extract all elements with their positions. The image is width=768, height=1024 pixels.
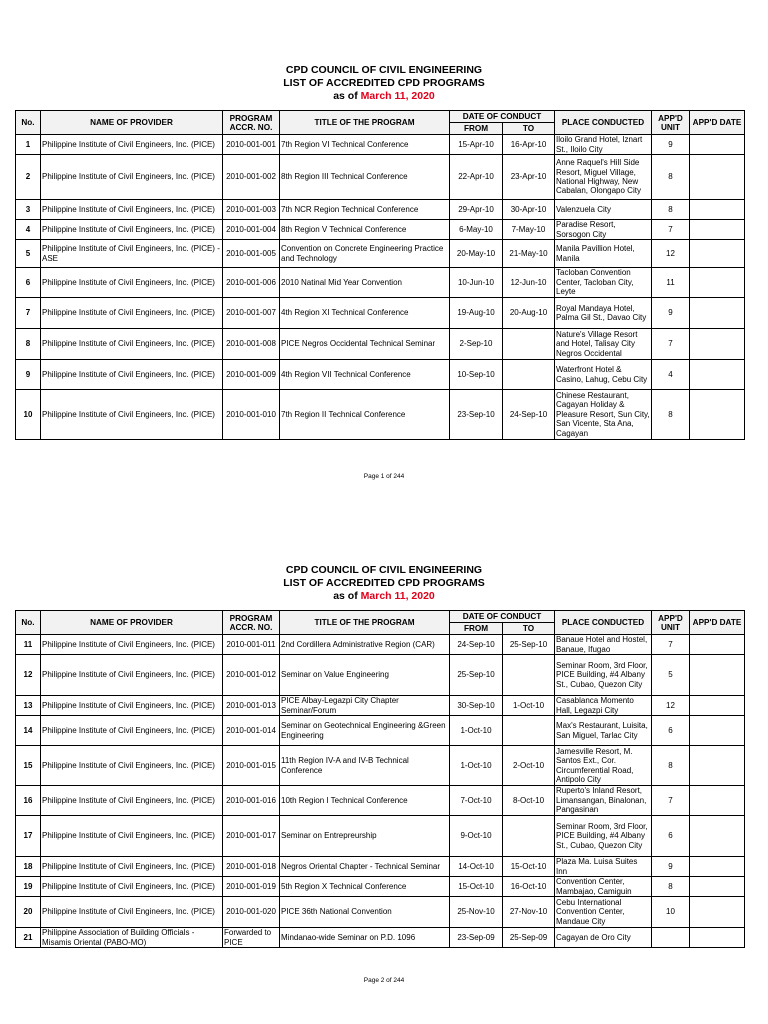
date-to-cell: 12-Jun-10 bbox=[503, 268, 555, 298]
date-to-cell bbox=[503, 716, 555, 746]
row-no: 10 bbox=[16, 390, 41, 440]
title-cell: PICE 36th National Convention bbox=[280, 897, 450, 928]
date-from-cell: 10-Jun-10 bbox=[450, 268, 503, 298]
app-date-cell bbox=[690, 897, 745, 928]
place-cell: Casablanca Momento Hall, Legazpi City bbox=[555, 696, 652, 716]
unit-cell: 10 bbox=[652, 897, 690, 928]
date-from-cell: 1-Oct-10 bbox=[450, 746, 503, 786]
date-to-cell: 24-Sep-10 bbox=[503, 390, 555, 440]
table-header bbox=[16, 111, 745, 135]
date-to-cell: 8-Oct-10 bbox=[503, 786, 555, 816]
place-cell: Convention Center, Mambajao, Camiguin bbox=[555, 877, 652, 897]
unit-cell: 9 bbox=[652, 298, 690, 329]
date-from-cell: 23-Sep-09 bbox=[450, 928, 503, 948]
accr-no-cell: 2010-001-015 bbox=[223, 746, 280, 786]
table-header bbox=[16, 611, 745, 635]
row-no: 5 bbox=[16, 240, 41, 268]
unit-cell: 8 bbox=[652, 390, 690, 440]
app-date-cell bbox=[690, 200, 745, 220]
provider-cell: Philippine Institute of Civil Engineers, Inc. (PICE) bbox=[41, 655, 223, 696]
table-row bbox=[16, 298, 745, 329]
place-cell: Tacloban Convention Center, Tacloban City, Leyte bbox=[555, 268, 652, 298]
unit-cell: 6 bbox=[652, 816, 690, 857]
provider-cell: Philippine Institute of Civil Engineers, Inc. (PICE) bbox=[41, 786, 223, 816]
provider-cell: Philippine Institute of Civil Engineers, Inc. (PICE) bbox=[41, 135, 223, 155]
unit-cell: 12 bbox=[652, 240, 690, 268]
table-row bbox=[16, 786, 745, 816]
date-from-cell: 19-Aug-10 bbox=[450, 298, 503, 329]
title-cell: PICE Negros Occidental Technical Seminar bbox=[280, 329, 450, 360]
row-no: 8 bbox=[16, 329, 41, 360]
accr-no-cell: 2010-001-018 bbox=[223, 857, 280, 877]
provider-cell: Philippine Institute of Civil Engineers, Inc. (PICE) bbox=[41, 329, 223, 360]
table-row bbox=[16, 135, 745, 155]
row-no: 14 bbox=[16, 716, 41, 746]
place-cell: Max's Restaurant, Luisita, San Miguel, Tarlac City bbox=[555, 716, 652, 746]
date-to-cell: 25-Sep-10 bbox=[503, 635, 555, 655]
provider-cell: Philippine Institute of Civil Engineers, Inc. (PICE) bbox=[41, 816, 223, 857]
date-to-cell: 21-May-10 bbox=[503, 240, 555, 268]
place-cell: Cebu International Convention Center, Mandaue City bbox=[555, 897, 652, 928]
row-no: 1 bbox=[16, 135, 41, 155]
col-header-unit: APP'D UNIT bbox=[652, 111, 690, 135]
accr-no-cell: 2010-001-010 bbox=[223, 390, 280, 440]
app-date-cell bbox=[690, 877, 745, 897]
date-to-cell: 16-Apr-10 bbox=[503, 135, 555, 155]
date-from-cell: 20-May-10 bbox=[450, 240, 503, 268]
table-row bbox=[16, 857, 745, 877]
provider-cell: Philippine Institute of Civil Engineers, Inc. (PICE) bbox=[41, 877, 223, 897]
col-header-from: FROM bbox=[450, 623, 503, 635]
header-line-1: CPD COUNCIL OF CIVIL ENGINEERING bbox=[285, 564, 483, 576]
title-cell: 8th Region V Technical Conference bbox=[280, 220, 450, 240]
unit-cell: 5 bbox=[652, 655, 690, 696]
place-cell: Nature's Village Resort and Hotel, Talisay City Negros Occidental bbox=[555, 329, 652, 360]
date-to-cell: 2-Oct-10 bbox=[503, 746, 555, 786]
table-row bbox=[16, 746, 745, 786]
table-row bbox=[16, 360, 745, 390]
date-from-cell: 15-Oct-10 bbox=[450, 877, 503, 897]
row-no: 2 bbox=[16, 155, 41, 200]
unit-cell: 9 bbox=[652, 857, 690, 877]
place-cell: Paradise Resort, Sorsogon City bbox=[555, 220, 652, 240]
app-date-cell bbox=[690, 135, 745, 155]
date-to-cell: 27-Nov-10 bbox=[503, 897, 555, 928]
title-cell: Negros Oriental Chapter - Technical Seminar bbox=[280, 857, 450, 877]
title-cell: Seminar on Entrepreurship bbox=[280, 816, 450, 857]
date-from-cell: 24-Sep-10 bbox=[450, 635, 503, 655]
unit-cell: 8 bbox=[652, 877, 690, 897]
app-date-cell bbox=[690, 240, 745, 268]
accr-no-cell: 2010-001-014 bbox=[223, 716, 280, 746]
unit-cell: 8 bbox=[652, 155, 690, 200]
unit-cell bbox=[652, 928, 690, 948]
accr-no-cell: 2010-001-016 bbox=[223, 786, 280, 816]
col-header-accr-no: PROGRAM ACCR. NO. bbox=[223, 111, 280, 135]
date-from-cell: 9-Oct-10 bbox=[450, 816, 503, 857]
table-row bbox=[16, 200, 745, 220]
table-row bbox=[16, 877, 745, 897]
date-from-cell: 10-Sep-10 bbox=[450, 360, 503, 390]
table-body bbox=[16, 635, 745, 948]
date-from-cell: 23-Sep-10 bbox=[450, 390, 503, 440]
table-row bbox=[16, 816, 745, 857]
date-from-cell: 15-Apr-10 bbox=[450, 135, 503, 155]
unit-cell: 11 bbox=[652, 268, 690, 298]
provider-cell: Philippine Institute of Civil Engineers, Inc. (PICE) bbox=[41, 155, 223, 200]
col-header-provider: NAME OF PROVIDER bbox=[41, 611, 223, 635]
col-header-place: PLACE CONDUCTED bbox=[555, 111, 652, 135]
date-from-cell: 6-May-10 bbox=[450, 220, 503, 240]
col-header-no: No. bbox=[16, 111, 41, 135]
title-cell: 4th Region VII Technical Conference bbox=[280, 360, 450, 390]
app-date-cell bbox=[690, 928, 745, 948]
place-cell: Valenzuela City bbox=[555, 200, 652, 220]
col-header-app-date: APP'D DATE bbox=[690, 111, 745, 135]
document-header bbox=[0, 64, 768, 103]
table-row bbox=[16, 155, 745, 200]
date-to-cell bbox=[503, 655, 555, 696]
date-from-cell: 25-Nov-10 bbox=[450, 897, 503, 928]
provider-cell: Philippine Institute of Civil Engineers, Inc. (PICE) bbox=[41, 635, 223, 655]
col-header-app-date: APP'D DATE bbox=[690, 611, 745, 635]
provider-cell: Philippine Institute of Civil Engineers, Inc. (PICE) bbox=[41, 298, 223, 329]
app-date-cell bbox=[690, 329, 745, 360]
col-header-to: TO bbox=[503, 123, 555, 135]
title-cell: 11th Region IV-A and IV-B Technical Conference bbox=[280, 746, 450, 786]
accr-no-cell: 2010-001-001 bbox=[223, 135, 280, 155]
accr-no-cell: 2010-001-005 bbox=[223, 240, 280, 268]
app-date-cell bbox=[690, 635, 745, 655]
col-header-place: PLACE CONDUCTED bbox=[555, 611, 652, 635]
accr-no-cell: Forwarded to PICE bbox=[223, 928, 280, 948]
row-no: 7 bbox=[16, 298, 41, 329]
col-header-title: TITLE OF THE PROGRAM bbox=[280, 611, 450, 635]
unit-cell: 12 bbox=[652, 696, 690, 716]
title-cell: 10th Region I Technical Conference bbox=[280, 786, 450, 816]
place-cell: Manila Pavillion Hotel, Manila bbox=[555, 240, 652, 268]
date-from-cell: 30-Sep-10 bbox=[450, 696, 503, 716]
cpd-programs-table bbox=[15, 610, 745, 948]
as-of-date: March 11, 2020 bbox=[360, 590, 435, 602]
provider-cell: Philippine Institute of Civil Engineers, Inc. (PICE) bbox=[41, 200, 223, 220]
unit-cell: 6 bbox=[652, 716, 690, 746]
accr-no-cell: 2010-001-003 bbox=[223, 200, 280, 220]
app-date-cell bbox=[690, 816, 745, 857]
unit-cell: 9 bbox=[652, 135, 690, 155]
provider-cell: Philippine Institute of Civil Engineers, Inc. (PICE) bbox=[41, 857, 223, 877]
date-to-cell: 23-Apr-10 bbox=[503, 155, 555, 200]
row-no: 17 bbox=[16, 816, 41, 857]
unit-cell: 7 bbox=[652, 635, 690, 655]
provider-cell: Philippine Institute of Civil Engineers, Inc. (PICE) bbox=[41, 716, 223, 746]
date-to-cell: 16-Oct-10 bbox=[503, 877, 555, 897]
row-no: 19 bbox=[16, 877, 41, 897]
table-row bbox=[16, 268, 745, 298]
unit-cell: 8 bbox=[652, 746, 690, 786]
accr-no-cell: 2010-001-009 bbox=[223, 360, 280, 390]
date-to-cell: 25-Sep-09 bbox=[503, 928, 555, 948]
title-cell: Mindanao-wide Seminar on P.D. 1096 bbox=[280, 928, 450, 948]
table-row bbox=[16, 635, 745, 655]
date-from-cell: 25-Sep-10 bbox=[450, 655, 503, 696]
col-header-date-group: DATE OF CONDUCT bbox=[450, 611, 555, 623]
accr-no-cell: 2010-001-017 bbox=[223, 816, 280, 857]
table-row bbox=[16, 897, 745, 928]
accr-no-cell: 2010-001-013 bbox=[223, 696, 280, 716]
row-no: 3 bbox=[16, 200, 41, 220]
col-header-date-group: DATE OF CONDUCT bbox=[450, 111, 555, 123]
provider-cell: Philippine Institute of Civil Engineers, Inc. (PICE) bbox=[41, 390, 223, 440]
accr-no-cell: 2010-001-012 bbox=[223, 655, 280, 696]
row-no: 15 bbox=[16, 746, 41, 786]
app-date-cell bbox=[690, 696, 745, 716]
title-cell: 7th NCR Region Technical Conference bbox=[280, 200, 450, 220]
row-no: 11 bbox=[16, 635, 41, 655]
app-date-cell bbox=[690, 390, 745, 440]
place-cell: Iloilo Grand Hotel, Iznart St., Iloilo City bbox=[555, 135, 652, 155]
date-from-cell: 2-Sep-10 bbox=[450, 329, 503, 360]
unit-cell: 7 bbox=[652, 786, 690, 816]
date-to-cell bbox=[503, 816, 555, 857]
date-to-cell bbox=[503, 329, 555, 360]
provider-cell: Philippine Institute of Civil Engineers, Inc. (PICE) bbox=[41, 746, 223, 786]
date-to-cell: 20-Aug-10 bbox=[503, 298, 555, 329]
row-no: 9 bbox=[16, 360, 41, 390]
row-no: 21 bbox=[16, 928, 41, 948]
row-no: 18 bbox=[16, 857, 41, 877]
table-row bbox=[16, 390, 745, 440]
provider-cell: Philippine Institute of Civil Engineers, Inc. (PICE) bbox=[41, 360, 223, 390]
app-date-cell bbox=[690, 298, 745, 329]
date-to-cell: 1-Oct-10 bbox=[503, 696, 555, 716]
date-to-cell bbox=[503, 360, 555, 390]
header-line-2: LIST OF ACCREDITED CPD PROGRAMS bbox=[283, 577, 485, 589]
place-cell: Anne Raquel's Hill Side Resort, Miguel Village, National Highway, New Cabalan, Olongapo City bbox=[555, 155, 652, 200]
col-header-unit: APP'D UNIT bbox=[652, 611, 690, 635]
app-date-cell bbox=[690, 716, 745, 746]
unit-cell: 7 bbox=[652, 220, 690, 240]
table-row bbox=[16, 329, 745, 360]
col-header-to: TO bbox=[503, 623, 555, 635]
place-cell: Banaue Hotel and Hostel, Banaue, Ifugao bbox=[555, 635, 652, 655]
col-header-no: No. bbox=[16, 611, 41, 635]
unit-cell: 4 bbox=[652, 360, 690, 390]
date-to-cell: 7-May-10 bbox=[503, 220, 555, 240]
document-header bbox=[0, 564, 768, 603]
date-from-cell: 1-Oct-10 bbox=[450, 716, 503, 746]
app-date-cell bbox=[690, 857, 745, 877]
date-from-cell: 7-Oct-10 bbox=[450, 786, 503, 816]
accr-no-cell: 2010-001-007 bbox=[223, 298, 280, 329]
place-cell: Royal Mandaya Hotel, Palma Gil St., Davao City bbox=[555, 298, 652, 329]
table-row bbox=[16, 240, 745, 268]
app-date-cell bbox=[690, 360, 745, 390]
col-header-provider: NAME OF PROVIDER bbox=[41, 111, 223, 135]
header-as-of: as of March 11, 2020 bbox=[333, 90, 435, 102]
as-of-date: March 11, 2020 bbox=[360, 90, 435, 102]
date-from-cell: 22-Apr-10 bbox=[450, 155, 503, 200]
accr-no-cell: 2010-001-020 bbox=[223, 897, 280, 928]
col-header-title: TITLE OF THE PROGRAM bbox=[280, 111, 450, 135]
accr-no-cell: 2010-001-004 bbox=[223, 220, 280, 240]
accr-no-cell: 2010-001-006 bbox=[223, 268, 280, 298]
title-cell: 4th Region XI Technical Conference bbox=[280, 298, 450, 329]
place-cell: Seminar Room, 3rd Floor, PICE Building, #4 Albany St., Cubao, Quezon City bbox=[555, 816, 652, 857]
provider-cell: Philippine Association of Building Officials - Misamis Oriental (PABO-MO) bbox=[41, 928, 223, 948]
app-date-cell bbox=[690, 746, 745, 786]
app-date-cell bbox=[690, 155, 745, 200]
cpd-programs-table bbox=[15, 110, 745, 440]
place-cell: Jamesville Resort, M. Santos Ext., Cor. Circumferential Road, Antipolo City bbox=[555, 746, 652, 786]
provider-cell: Philippine Institute of Civil Engineers, Inc. (PICE) bbox=[41, 220, 223, 240]
row-no: 20 bbox=[16, 897, 41, 928]
row-no: 6 bbox=[16, 268, 41, 298]
row-no: 4 bbox=[16, 220, 41, 240]
date-from-cell: 29-Apr-10 bbox=[450, 200, 503, 220]
title-cell: 5th Region X Technical Conference bbox=[280, 877, 450, 897]
place-cell: Chinese Restaurant, Cagayan Holiday & Pleasure Resort, Sun City, San Vicente, Sta Ana, Cagayan bbox=[556, 390, 650, 438]
accr-no-cell: 2010-001-008 bbox=[223, 329, 280, 360]
date-from-cell: 14-Oct-10 bbox=[450, 857, 503, 877]
accr-no-cell: 2010-001-002 bbox=[223, 155, 280, 200]
page-footer: Page 2 of 244 bbox=[363, 977, 405, 984]
place-cell: Cagayan de Oro City bbox=[555, 928, 652, 948]
title-cell: Seminar on Geotechnical Engineering &Green Engineering bbox=[280, 716, 450, 746]
col-header-from: FROM bbox=[450, 123, 503, 135]
title-cell: 7th Region VI Technical Conference bbox=[280, 135, 450, 155]
provider-cell: Philippine Institute of Civil Engineers, Inc. (PICE) - ASE bbox=[41, 240, 223, 268]
col-header-accr-no: PROGRAM ACCR. NO. bbox=[223, 611, 280, 635]
app-date-cell bbox=[690, 786, 745, 816]
date-to-cell: 15-Oct-10 bbox=[503, 857, 555, 877]
header-line-2: LIST OF ACCREDITED CPD PROGRAMS bbox=[283, 77, 485, 89]
app-date-cell bbox=[690, 655, 745, 696]
provider-cell: Philippine Institute of Civil Engineers, Inc. (PICE) bbox=[41, 268, 223, 298]
place-cell: Plaza Ma. Luisa Suites Inn bbox=[555, 857, 652, 877]
place-cell: Ruperto's Inland Resort, Limansangan, Binalonan, Pangasinan bbox=[555, 786, 652, 816]
date-to-cell: 30-Apr-10 bbox=[503, 200, 555, 220]
header-as-of: as of March 11, 2020 bbox=[333, 590, 435, 602]
title-cell: 2nd Cordillera Administrative Region (CAR) bbox=[280, 635, 450, 655]
unit-cell: 7 bbox=[652, 329, 690, 360]
header-line-1: CPD COUNCIL OF CIVIL ENGINEERING bbox=[285, 64, 483, 76]
title-cell: 8th Region III Technical Conference bbox=[280, 155, 450, 200]
title-cell: Seminar on Value Engineering bbox=[280, 655, 450, 696]
table-row bbox=[16, 716, 745, 746]
table-row bbox=[16, 928, 745, 948]
table-row bbox=[16, 220, 745, 240]
place-cell: Waterfront Hotel & Casino, Lahug, Cebu City bbox=[555, 360, 652, 390]
provider-cell: Philippine Institute of Civil Engineers, Inc. (PICE) bbox=[41, 696, 223, 716]
row-no: 12 bbox=[16, 655, 41, 696]
table-row bbox=[16, 655, 745, 696]
app-date-cell bbox=[690, 220, 745, 240]
row-no: 16 bbox=[16, 786, 41, 816]
accr-no-cell: 2010-001-011 bbox=[223, 635, 280, 655]
table-row bbox=[16, 696, 745, 716]
row-no: 13 bbox=[16, 696, 41, 716]
provider-cell: Philippine Institute of Civil Engineers, Inc. (PICE) bbox=[41, 897, 223, 928]
accr-no-cell: 2010-001-019 bbox=[223, 877, 280, 897]
place-cell: Seminar Room, 3rd Floor, PICE Building, #4 Albany St., Cubao, Quezon City bbox=[555, 655, 652, 696]
page-footer: Page 1 of 244 bbox=[363, 473, 405, 480]
unit-cell: 8 bbox=[652, 200, 690, 220]
title-cell: 2010 Natinal Mid Year Convention bbox=[280, 268, 450, 298]
title-cell: PICE Albay-Legazpi City Chapter Seminar/Forum bbox=[280, 696, 450, 716]
title-cell: Convention on Concrete Engineering Practice and Technology bbox=[280, 240, 450, 268]
app-date-cell bbox=[690, 268, 745, 298]
table-body bbox=[16, 135, 745, 440]
title-cell: 7th Region II Technical Conference bbox=[280, 390, 450, 440]
